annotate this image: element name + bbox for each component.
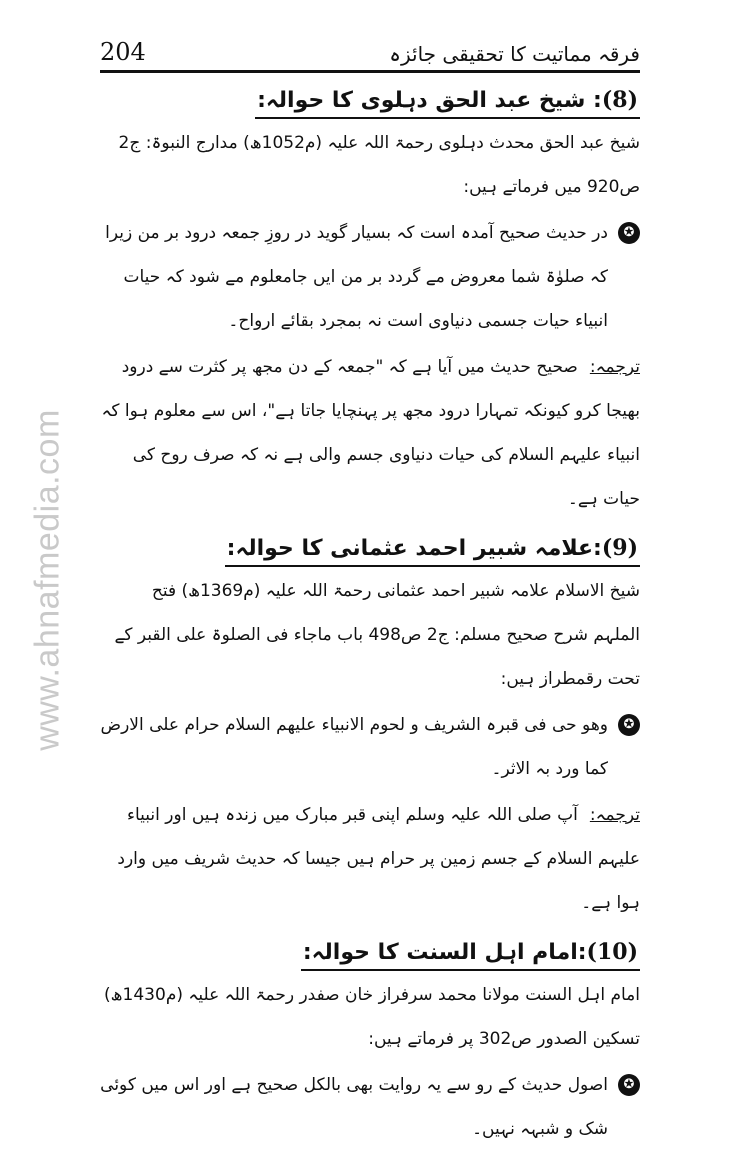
quote-block <box>100 211 640 343</box>
quote-block <box>100 1063 640 1151</box>
section-number: (9) <box>601 535 638 561</box>
translation-paragraph <box>100 793 640 925</box>
section-heading-8 <box>255 87 640 119</box>
translation-text: صحیح حدیث میں آیا ہے کہ "جمعہ کے دن مجھ پر کثرت سے درود بھیجا کرو کیونکہ تمہارا درود مجھ پر پہنچایا جاتا ہے"، اس سے معلوم ہوا کہ انبیاء علیہم السلام کی حیات دنیاوی جسم والی ہے نہ کہ صرف روح کی حیات ہے۔ <box>101 357 640 509</box>
reference-intro: شیخ الاسلام علامہ شبیر احمد عثمانی رحمۃ اللہ علیہ (م1369ھ) فتح الملہم شرح صحیح مسلم: ج2 ص498 باب ماجاء فی الصلوۃ علی القبر کے تحت رقمطراز ہیں: <box>114 581 640 689</box>
section-title: :علامہ شبیر احمد عثمانی کا حوالہ: <box>226 536 602 561</box>
section-title: :امام اہل السنت کا حوالہ: <box>302 940 587 965</box>
section-title: : شیخ عبد الحق دہلوی کا حوالہ: <box>257 88 602 113</box>
translation-paragraph <box>100 345 640 521</box>
quote-text: وھو حی فی قبرہ الشریف و لحوم الانبیاء علیھم السلام حرام علی الارض کما ورد بہ الاثر۔ <box>100 715 608 779</box>
page-header <box>100 30 640 73</box>
reference-intro: امام اہل السنت مولانا محمد سرفراز خان صفدر رحمۃ اللہ علیہ (م1430ھ) تسکین الصدور ص302 پر فرماتے ہیں: <box>104 985 640 1049</box>
star-bullet-icon: ✪ <box>618 1074 640 1096</box>
section-heading-9 <box>225 535 640 567</box>
quote-text: اصول حدیث کے رو سے یہ روایت بھی بالکل صحیح ہے اور اس میں کوئی شک و شبہہ نہیں۔ <box>100 1075 608 1139</box>
translation-label: ترجمہ: <box>589 357 640 377</box>
running-title: فرقہ مماتیت کا تحقیقی جائزہ <box>389 42 640 66</box>
star-bullet-icon: ✪ <box>618 714 640 736</box>
translation-label: ترجمہ: <box>589 805 640 825</box>
translation-text: آپ صلی اللہ علیہ وسلم اپنی قبر مبارک میں زندہ ہیں اور انبیاء علیہم السلام کے جسم زمین پر حرام ہیں جیسا کہ حدیث شریف میں وارد ہوا ہے۔ <box>117 805 640 913</box>
reference-intro: شیخ عبد الحق محدث دہلوی رحمۃ اللہ علیہ (م1052ھ) مدارج النبوۃ: ج2 ص920 میں فرماتے ہیں: <box>118 133 640 197</box>
quote-text: در حدیث صحیح آمدہ است کہ بسیار گوید در روزِ جمعہ درود بر من زیرا کہ صلوٰۃ شما معروض مے گردد بر من ایں جامعلوم مے شود کہ حیات انبیاء حیات جسمی دنیاوی است نہ بمجرد بقائے ارواح۔ <box>105 223 608 331</box>
star-bullet-icon: ✪ <box>618 222 640 244</box>
page-number: 204 <box>100 38 146 66</box>
section-number: (8) <box>601 87 638 113</box>
watermark: www.ahnafmedia.com <box>28 409 67 751</box>
page-content <box>100 73 640 1151</box>
section-number: (10) <box>586 939 638 965</box>
quote-block <box>100 703 640 791</box>
book-page <box>100 30 640 1151</box>
section-heading-10 <box>301 939 640 971</box>
